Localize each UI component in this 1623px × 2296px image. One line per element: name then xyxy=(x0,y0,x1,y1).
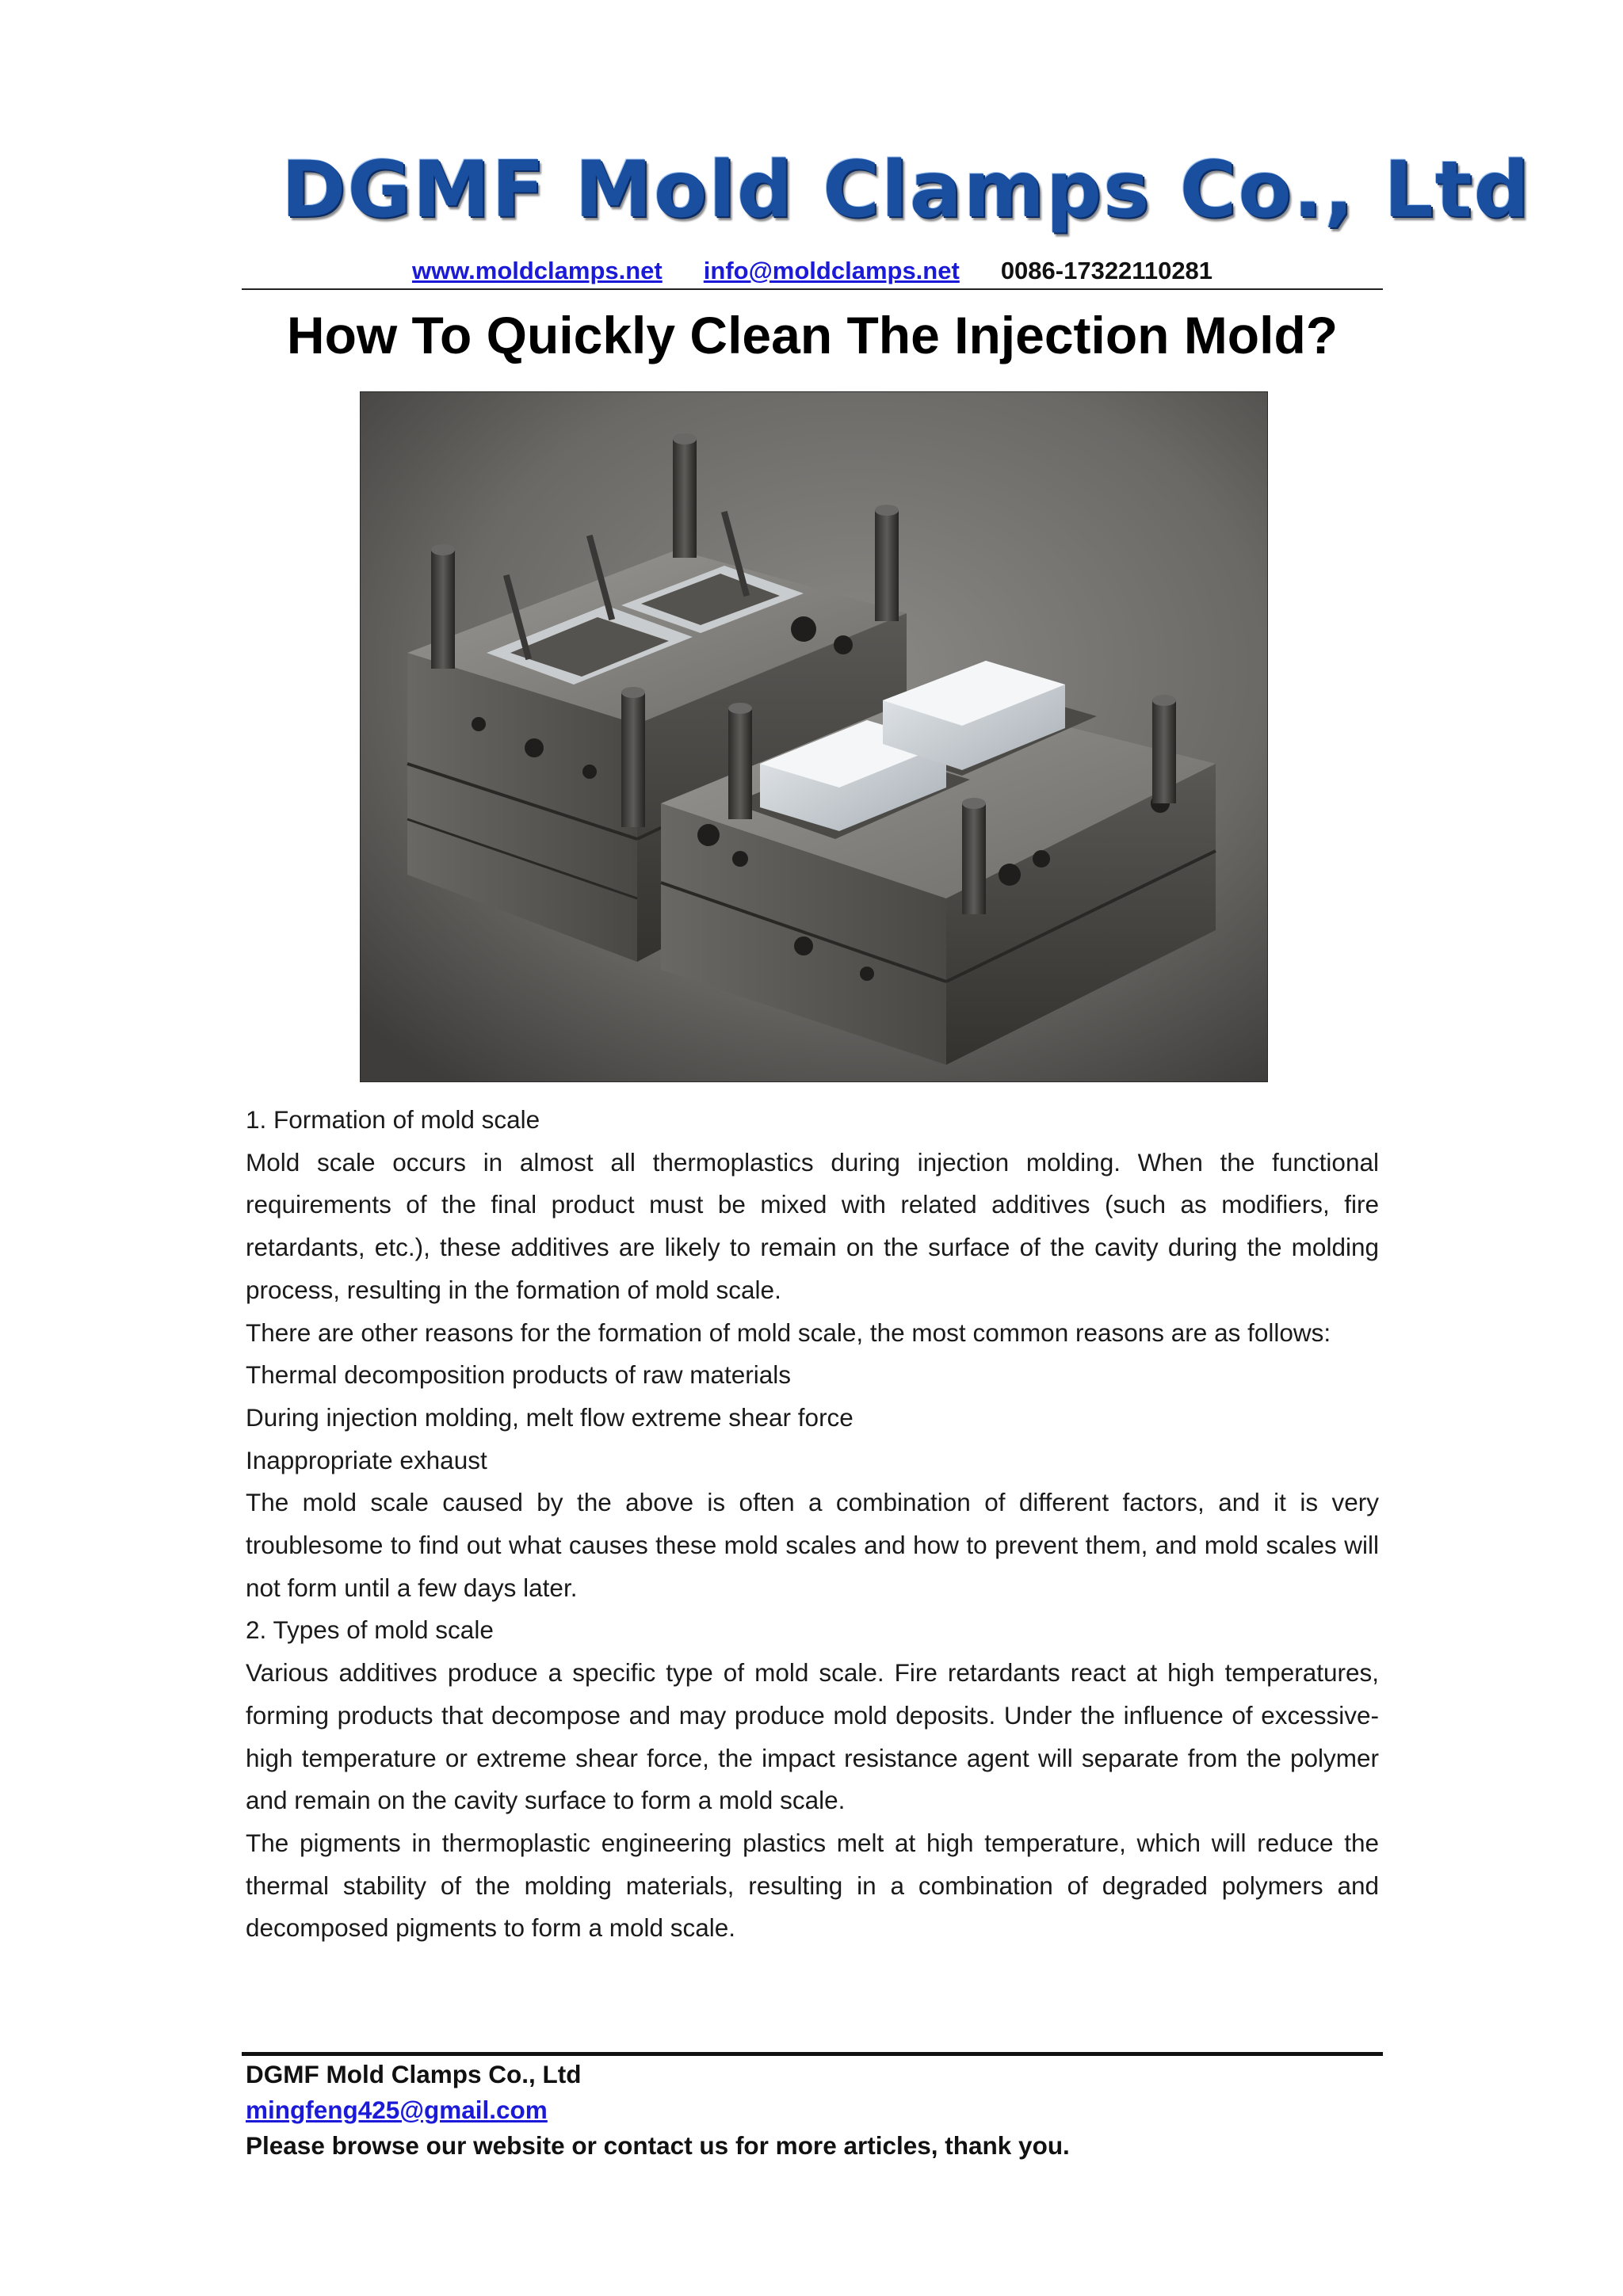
paragraph: The mold scale caused by the above is often a combination of different factors, and it is very troublesome to find out what causes these mold scales and how to prevent them, and mold scales will not form until a few days later. xyxy=(246,1488,1379,1602)
article-body xyxy=(246,1099,1379,1950)
mold-photo xyxy=(360,391,1268,1082)
contact-line xyxy=(242,254,1383,288)
list-item: During injection molding, melt flow extreme shear force xyxy=(246,1402,854,1432)
header-divider xyxy=(242,288,1383,290)
paragraph: There are other reasons for the formation of mold scale, the most common reasons are as follows: xyxy=(246,1318,1331,1347)
footer-divider xyxy=(242,2052,1383,2056)
list-item: Thermal decomposition products of raw materials xyxy=(246,1360,792,1390)
article-title: How To Quickly Clean The Injection Mold? xyxy=(286,306,1338,364)
footer xyxy=(246,2057,1379,2164)
email-link[interactable]: info@moldclamps.net xyxy=(703,257,960,284)
footer-email-link[interactable]: mingfeng425@gmail.com xyxy=(246,2096,548,2124)
list-item: Inappropriate exhaust xyxy=(246,1445,487,1474)
footer-company: DGMF Mold Clamps Co., Ltd xyxy=(246,2060,582,2088)
paragraph: Mold scale occurs in almost all thermoplastics during injection molding. When the functional requirements of the final product must be mixed with related additives (such as modifiers, fire retardants, etc.), these additives are likely to remain on the surface of the cavity during the molding process, resulting in the formation of mold scale. xyxy=(246,1147,1379,1304)
section-heading: 2. Types of mold scale xyxy=(246,1615,494,1645)
company-logo: DGMF Mold Clamps Co., Ltd xyxy=(281,145,1531,235)
website-link[interactable]: www.moldclamps.net xyxy=(411,257,663,284)
phone-number: 0086-17322110281 xyxy=(1000,257,1213,284)
section-heading: 1. Formation of mold scale xyxy=(246,1105,540,1134)
footer-note: Please browse our website or contact us for more articles, thank you. xyxy=(246,2131,1070,2160)
paragraph: Various additives produce a specific type of mold scale. Fire retardants react at high temperatures, forming products that decompose and may produce mold deposits. Under the influence of excessive-high temperature or extreme shear force, the impact resistance agent will separate from the polymer and remain on the cavity surface to form a mold scale. xyxy=(246,1658,1379,1815)
paragraph: The pigments in thermoplastic engineering plastics melt at high temperature, which will reduce the thermal stability of the molding materials, resulting in a combination of degraded polymers and decomposed pigments to form a mold scale. xyxy=(246,1828,1379,1943)
